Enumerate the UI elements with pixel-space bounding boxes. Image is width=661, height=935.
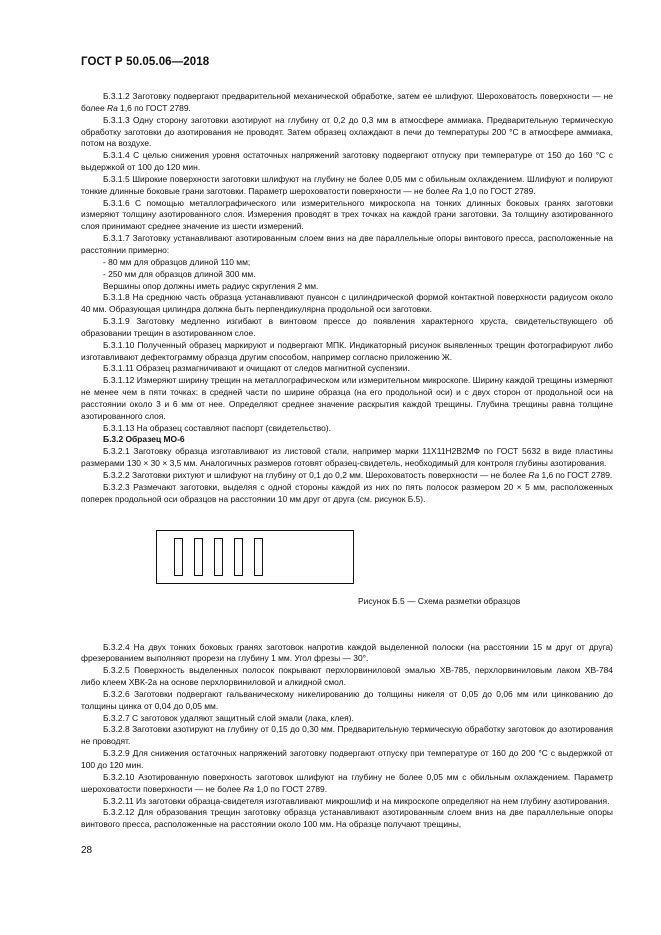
paragraph: Б.3.1.12 Измеряют ширину трещин на металлографическом или измерительном микроскопе. Ширину каждой трещины измеряют не менее чем в пяти точках: в средней части по ширине образца (на его продольной оси) и с двух сторон от продольной оси на расстоянии около 3 и 6 мм от нее. Определяют среднее значение раскрытия каждой трещины. Глубина трещины равна толщине азотированного слоя. [81,375,613,421]
paragraph: - 250 мм для образцов длиной 300 мм. [103,268,256,279]
paragraph: Б.3.2.11 Из заготовки образца-свидетеля изготавливают микрошлиф и на микроскопе определяют на нем глубину азотирования. [103,795,610,806]
paragraph: Б.3.2.7 С заготовок удаляют защитный слой эмали (лака, клея). [103,712,354,723]
paragraph: - 80 мм для образцов длиной 110 мм; [103,256,251,267]
figure-caption: Рисунок Б.5 — Схема разметки образцов [358,595,521,606]
paragraph: Б.3.2.12 Для образования трещин заготовку образца устанавливают азотированным слоем вниз на две параллельные опоры винтового пресса, расположенные на расстоянии около 100 мм. На образце получают трещины, [81,807,613,830]
paragraph: Б.3.1.11 Образец размагничивают и очищают от следов магнитной суспензии. [103,363,410,374]
paragraph: Б.3.2 Образец МО-6 [103,434,185,445]
figure-b5 [81,506,613,606]
paragraph: Б.3.2.2 Заготовки рихтуют и шлифуют на глубину от 0,1 до 0,2 мм. Шероховатость поверхности — не более Ra 1,6 по ГОСТ 2789. [103,470,613,480]
paragraph: Б.3.1.2 Заготовку подвергают предварительной механической обработке, затем ее шлифуют. Шероховатость поверхности — не более Ra 1,6 по ГОСТ 2789. [81,91,613,113]
specimen-outline [156,530,354,584]
page-header: ГОСТ Р 50.05.06—2018 [81,56,210,68]
paragraph: Б.3.2.9 Для снижения остаточных напряжений заготовку подвергают отпуску при температуре от 160 до 200 °С с выдержкой от 100 до 120 мин. [81,748,613,770]
marked-strip [194,538,203,576]
marked-strip [254,538,263,576]
paragraph: Б.3.2.4 На двух тонких боковых гранях заготовок напротив каждой выделенной полоски (на расстоянии 15 м друг от друга) фрезерованием выполняют прорези на глубину 1 мм. Угол фрезы — 30°. [81,641,613,664]
paragraph: Б.3.1.6 С помощью металлографического или измерительного микроскопа на тонких длинных боковых гранях заготовки измеряют толщину азотированного слоя. Измерения проводят в трех точках на каждой грани заготовки. За толщину азотированного слоя принимают среднее значение из шести измерений. [81,197,613,232]
marked-strip [174,538,183,576]
paragraph: Б.3.2.10 Азотированную поверхность заготовок шлифуют на глубину не более 0,05 мм с обильным охлаждением. Параметр шероховатости поверхности — не более Ra 1,0 по ГОСТ 2789. [81,771,613,794]
text-after-figure [81,642,613,832]
paragraph: Б.3.2.8 Заготовки азотируют на глубину от 0,15 до 0,30 мм. Предварительную термическую обработку заготовок до азотирования не проводят. [81,724,613,747]
paragraph: Б.3.1.4 С целью снижения уровня остаточных напряжений заготовку подвергают отпуску при температуре от 150 до 160 °С с выдержкой от 100 до 120 мин. [81,150,613,173]
paragraph: Б.3.2.6 Заготовки подвергают гальваническому никелированию до толщины никеля от 0,05 до 0,06 мм или цинкованию до толщины цинка от 0,04 до 0,05 мм. [81,688,613,711]
paragraph: Б.3.2.3 Размечают заготовки, выделяя с одной стороны каждой из них по пять полосок размером 20 × 5 мм, расположенных поперек продольной оси образцов на расстоянии 10 мм друг от друга (см. рисунок Б.5). [81,481,613,504]
paragraph: Б.3.2.5 Поверхность выделенных полосок покрывают перхлорвиниловой эмалью ХВ-785, перхлорвиниловым лаком ХВ-784 либо клеем ХВК-2а на основе перхлорвиниловой и алкидной смол. [81,665,613,688]
paragraph: Б.3.2.1 Заготовку образца изготавливают из листовой стали, например марки 11Х11Н2В2МФ по ГОСТ 5632 в виде пластины размерами 130 × 30 × 3,5 мм. Аналогичных размеров готовят образец-свидетель, необходимый для контроля глубины азотирования. [81,446,613,469]
text-before-figure [81,91,613,506]
paragraph: Вершины опор должны иметь радиус скругления 2 мм. [103,280,319,291]
paragraph: Б.3.1.9 Заготовку медленно изгибают в винтовом прессе до появления характерного хруста, свидетельствующего об образовании трещин в азотированном слое. [81,316,613,338]
paragraph: Б.3.1.3 Одну сторону заготовки азотируют на глубину от 0,2 до 0,3 мм в атмосфере аммиака. Предварительную термическую обработку заготовки до азотирования не проводят. Затем образец охлаждают в печи до температуры 200 °С в атмосфере аммиака, потом на воздухе. [81,114,613,149]
paragraph: Б.3.1.5 Широкие поверхности заготовки шлифуют на глубину не более 0,05 мм с обильным охлаждением. Шлифуют и полируют тонкие длинные боковые грани заготовки. Параметр шероховатости поверхности — не более Ra 1,0 по ГОСТ 2789. [81,173,613,196]
paragraph: Б.3.1.10 Полученный образец маркируют и подвергают МПК. Индикаторный рисунок выявленных трещин фотографируют либо изготавливают дефектограмму образца другим способом, например согласно приложению Ж. [81,339,613,362]
document-body [81,91,613,831]
marked-strip [214,538,223,576]
paragraph: Б.3.1.13 На образец составляют паспорт (свидетельство). [103,422,331,433]
paragraph: Б.3.1.7 Заготовку устанавливают азотированным слоем вниз на две параллельные опоры винтового пресса, расположенные на расстоянии примерно: [81,233,613,255]
paragraph: Б.3.1.8 На среднюю часть образца устанавливают пуансон с цилиндрической формой контактной поверхности радиусом около 40 мм. Образующая цилиндра должна быть перпендикулярна продольной оси заготовки. [81,292,613,315]
page-number: 28 [81,845,93,856]
marked-strip [234,538,243,576]
